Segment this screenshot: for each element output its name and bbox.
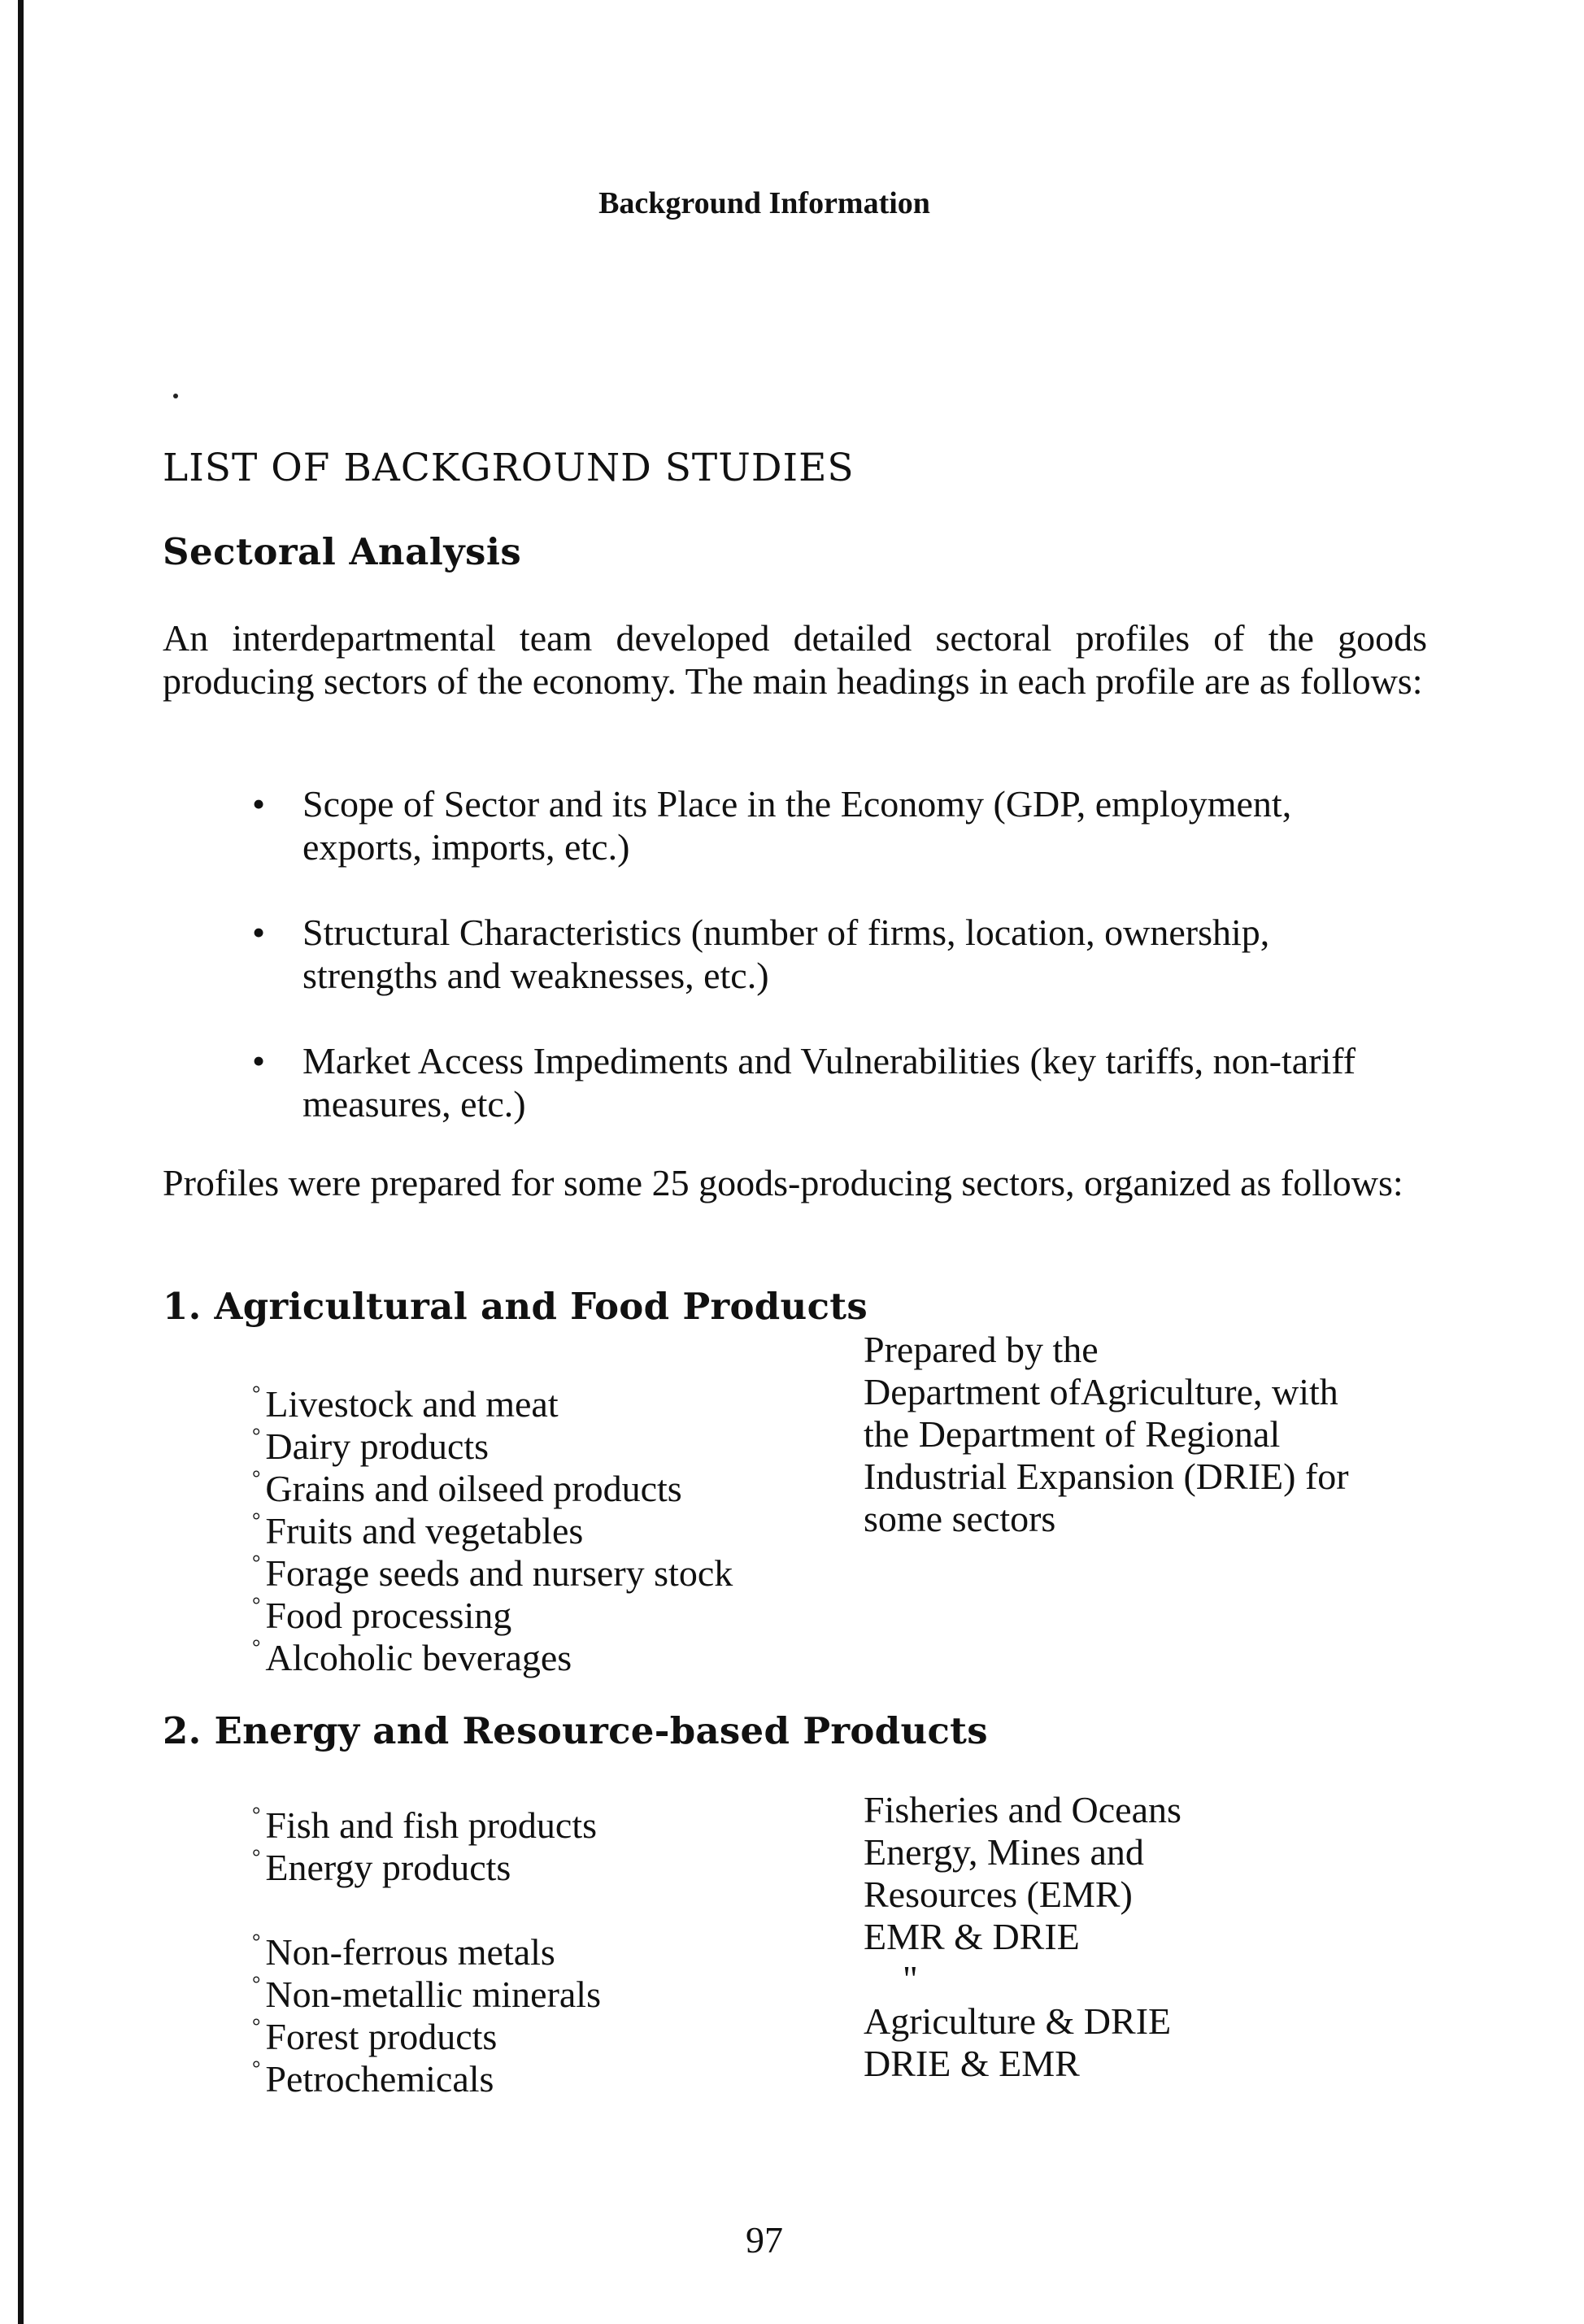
section-title: Sectoral Analysis [163,530,522,573]
bullet-icon: • [252,1040,266,1081]
degree-bullet-icon: ° [252,1803,261,1826]
profiles-paragraph: Profiles were prepared for some 25 goods-producing sectors, organized as follows: [163,1162,1403,1203]
prepared-by-line: Department ofAgriculture, with [864,1371,1338,1412]
degree-bullet-icon: ° [252,1551,261,1574]
prepared-by-line: Prepared by the [864,1329,1099,1370]
list-item: ° Fruits and vegetables [252,1508,584,1552]
prepared-by-line: Agriculture & DRIE [864,2000,1172,2042]
degree-bullet-icon: ° [252,1930,261,1953]
degree-bullet-icon: ° [252,2056,261,2080]
list-item-text: Structural Characteristics (number of firms, location, ownership, strengths and weaknesses, etc.) [302,912,1270,996]
prepared-by-line: Fisheries and Oceans [864,1789,1181,1830]
ditto-mark: " [903,1958,918,2000]
degree-bullet-icon: ° [252,1593,261,1617]
group2-prepared-by [864,1789,1181,2085]
degree-bullet-icon: ° [252,1972,261,1995]
list-item: ° Food processing [252,1593,512,1636]
degree-bullet-icon: ° [252,1845,261,1869]
list-item-text: Market Access Impediments and Vulnerabilities (key tariffs, non-tariff measures, etc.) [302,1040,1356,1125]
prepared-by-line: Industrial Expansion (DRIE) for [864,1456,1349,1497]
list-item: ° Fish and fish products [252,1803,598,1846]
prepared-by-line: EMR & DRIE [864,1916,1080,1957]
group2-items [252,1794,601,2100]
intro-paragraph: An interdepartmental team developed detailed sectoral profiles of the goods producing sectors of the economy. The main headings in each profile are as follows: [163,617,1427,702]
list-item-text: Scope of Sector and its Place in the Economy (GDP, employment, exports, imports, etc.) [302,783,1292,868]
running-head: Background Information [598,186,930,220]
prepared-by-line: Energy, Mines and [864,1831,1144,1873]
list-item: ° Dairy products [252,1424,490,1467]
list-item: ° Alcoholic beverages [252,1635,572,1678]
degree-bullet-icon: ° [252,1508,261,1532]
prepared-by-line: some sectors [864,1498,1056,1539]
group1-prepared-by [864,1329,1349,1540]
degree-bullet-icon: ° [252,1635,261,1659]
bullet-icon: • [252,783,266,825]
list-item: ° Petrochemicals [252,2056,494,2100]
degree-bullet-icon: ° [252,1466,261,1490]
degree-bullet-icon: ° [252,2014,261,2038]
group-title-energy-resource: 2. Energy and Resource-based Products [163,1709,988,1752]
group-title-agricultural: 1. Agricultural and Food Products [163,1285,868,1328]
prepared-by-line: DRIE & EMR [864,2043,1080,2084]
profile-headings-list [244,782,1382,1168]
list-item: ° Grains and oilseed products [252,1466,682,1509]
list-item: ° Livestock and meat [252,1382,559,1425]
list-item: ° Forest products [252,2014,498,2057]
degree-bullet-icon: ° [252,1424,261,1447]
stray-mark [173,394,178,398]
prepared-by-line: Resources (EMR) [864,1874,1133,1915]
page-edge-rule [18,0,24,2324]
group1-items [252,1373,733,1678]
bullet-icon: • [252,912,266,953]
list-item: ° Non-ferrous metals [252,1930,555,1973]
page-number: 97 [746,2219,783,2261]
list-item: ° Energy products [252,1845,511,1888]
list-item [244,1039,1382,1125]
list-item [244,911,1382,997]
list-item: ° Non-metallic minerals [252,1972,601,2015]
list-item: ° Forage seeds and nursery stock [252,1551,733,1594]
page-title: LIST OF BACKGROUND STUDIES [163,446,855,490]
list-item [244,782,1382,868]
degree-bullet-icon: ° [252,1382,261,1405]
prepared-by-line: the Department of Regional [864,1413,1281,1455]
